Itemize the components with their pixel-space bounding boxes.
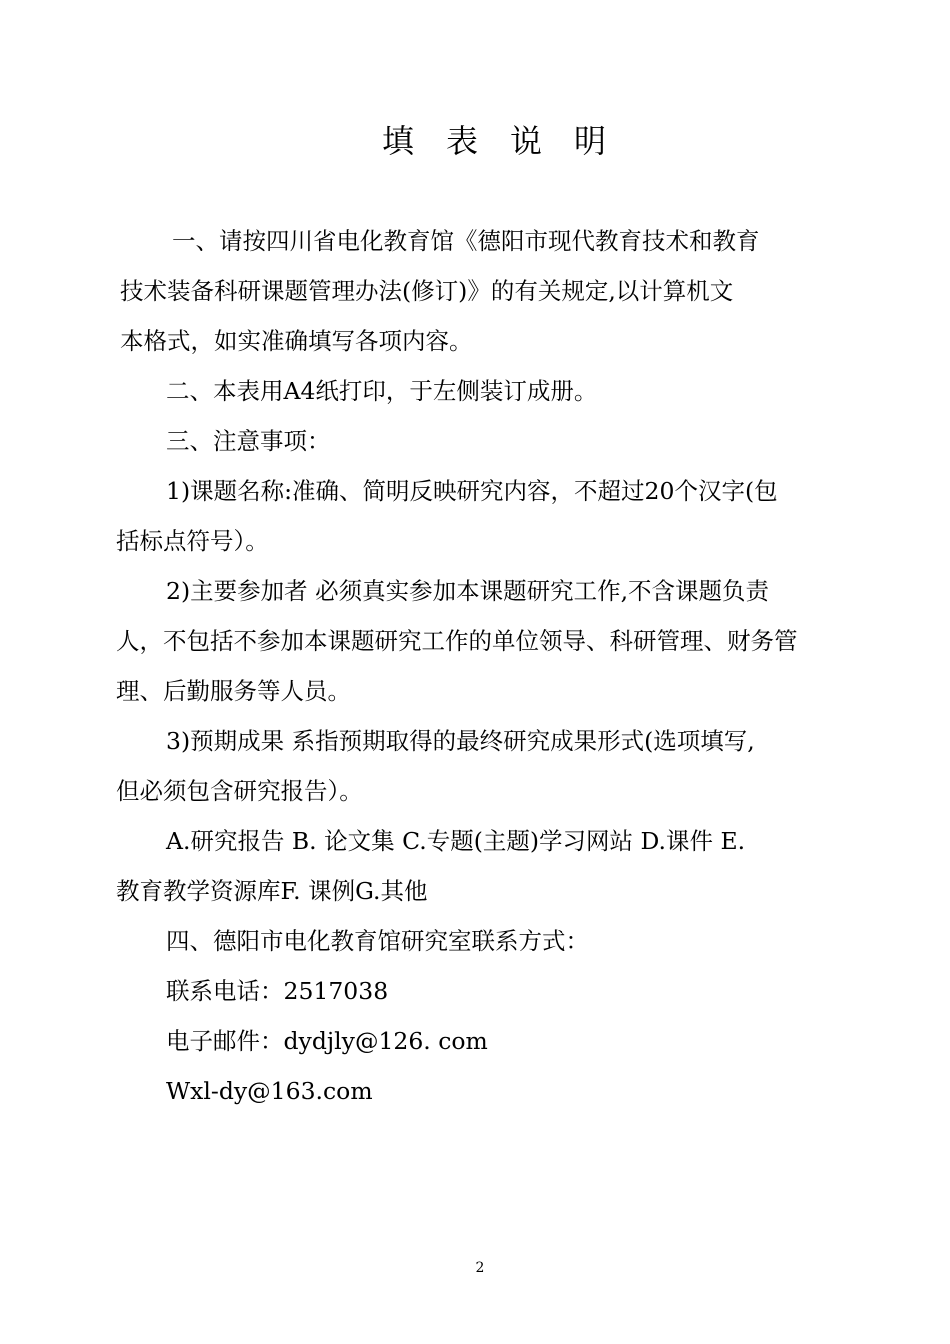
contact-email-1: 电子邮件：dydjly@126. com [166,1027,488,1055]
page-title: 填表说明 [381,122,638,160]
instruction-line-5: 三、注意事项： [166,427,331,455]
page-number: 2 [475,1260,485,1276]
instruction-line-4: 二、本表用A4纸打印，于左侧装订成册。 [166,377,598,405]
instruction-line-3: 本格式，如实准确填写各项内容。 [120,327,473,355]
instruction-line-1: 一、请按四川省电化教育馆《德阳市现代教育技术和教育 [172,227,760,255]
instruction-line-8: 2)主要参加者 必须真实参加本课题研究工作,不含课题负责 [166,577,770,605]
contact-email-2: Wxl-dy@163.com [166,1077,373,1105]
instruction-line-2: 技术装备科研课题管理办法(修订)》的有关规定,以计算机文 [120,277,734,305]
instruction-line-15: 四、德阳市电化教育馆研究室联系方式： [166,927,589,955]
instruction-line-7: 括标点符号）。 [116,527,269,555]
instruction-line-10: 理、后勤服务等人员。 [116,677,351,705]
instruction-line-11: 3)预期成果 系指预期取得的最终研究成果形式(选项填写, [166,727,755,755]
instruction-line-14: 教育教学资源库F. 课例G.其他 [116,877,428,905]
instruction-line-6: 1)课题名称:准确、简明反映研究内容，不超过20个汉字(包 [166,477,778,505]
instruction-line-12: 但必须包含研究报告）。 [116,777,363,805]
instruction-line-9: 人，不包括不参加本课题研究工作的单位领导、科研管理、财务管 [116,627,798,655]
contact-phone: 联系电话：2517038 [166,977,389,1005]
instruction-line-13: A.研究报告 B. 论文集 C.专题(主题)学习网站 D.课件 E. [166,827,746,855]
